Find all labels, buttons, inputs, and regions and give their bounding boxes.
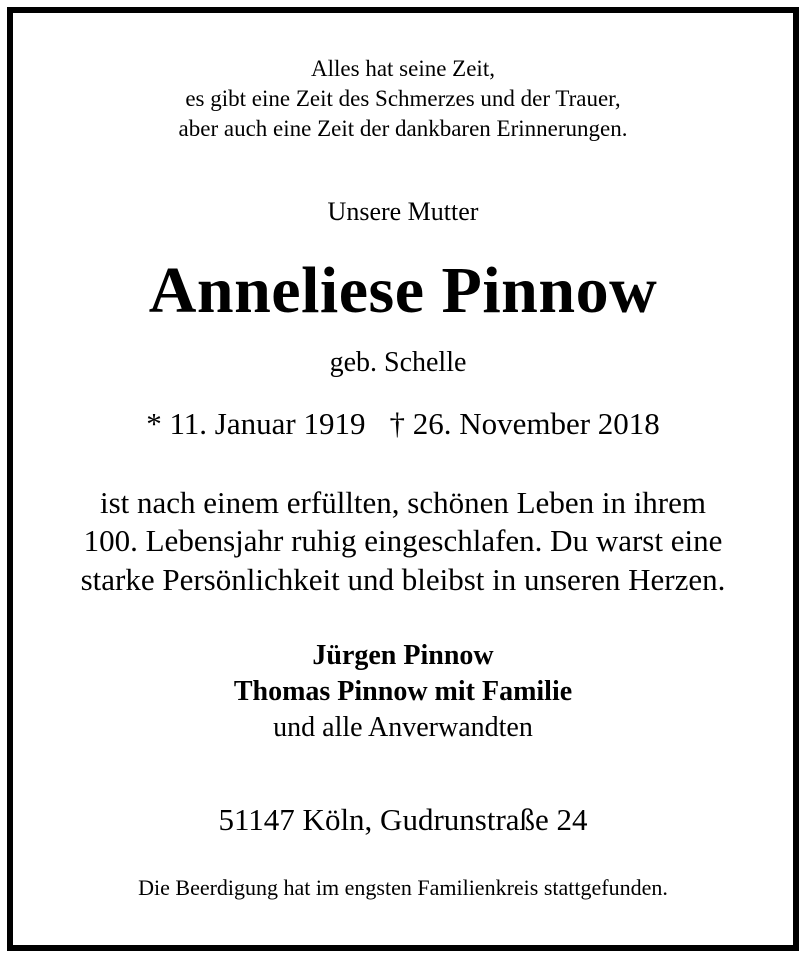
motto-line-1: Alles hat seine Zeit, — [311, 56, 495, 81]
death-date: † 26. November 2018 — [389, 406, 660, 441]
deceased-name: Anneliese Pinnow — [148, 254, 658, 327]
funeral-note: Die Beerdigung hat im engsten Familienkreis stattgefunden. — [138, 875, 668, 900]
text-line-2: 100. Lebensjahr ruhig eingeschlafen. Du warst eine — [83, 523, 723, 558]
mourner-others: und alle Anverwandten — [273, 712, 533, 743]
mourner-2: Thomas Pinnow mit Familie — [233, 676, 573, 707]
birth-name: geb. Schelle — [329, 347, 467, 378]
intro-text: Unsere Mutter — [327, 197, 479, 226]
address: 51147 Köln, Gudrunstraße 24 — [218, 802, 588, 837]
text-line-3: starke Persönlichkeit und bleibst in unseren Herzen. — [80, 562, 726, 597]
text-line-1: ist nach einem erfüllten, schönen Leben in ihrem — [99, 485, 706, 520]
mourner-1: Jürgen Pinnow — [312, 640, 494, 671]
birth-date: * 11. Januar 1919 — [146, 406, 366, 441]
motto-line-2: es gibt eine Zeit des Schmerzes und der Trauer, — [185, 86, 621, 111]
obituary-frame — [7, 7, 799, 951]
motto-line-3: aber auch eine Zeit der dankbaren Erinnerungen. — [178, 116, 628, 141]
life-dates — [13, 408, 793, 439]
